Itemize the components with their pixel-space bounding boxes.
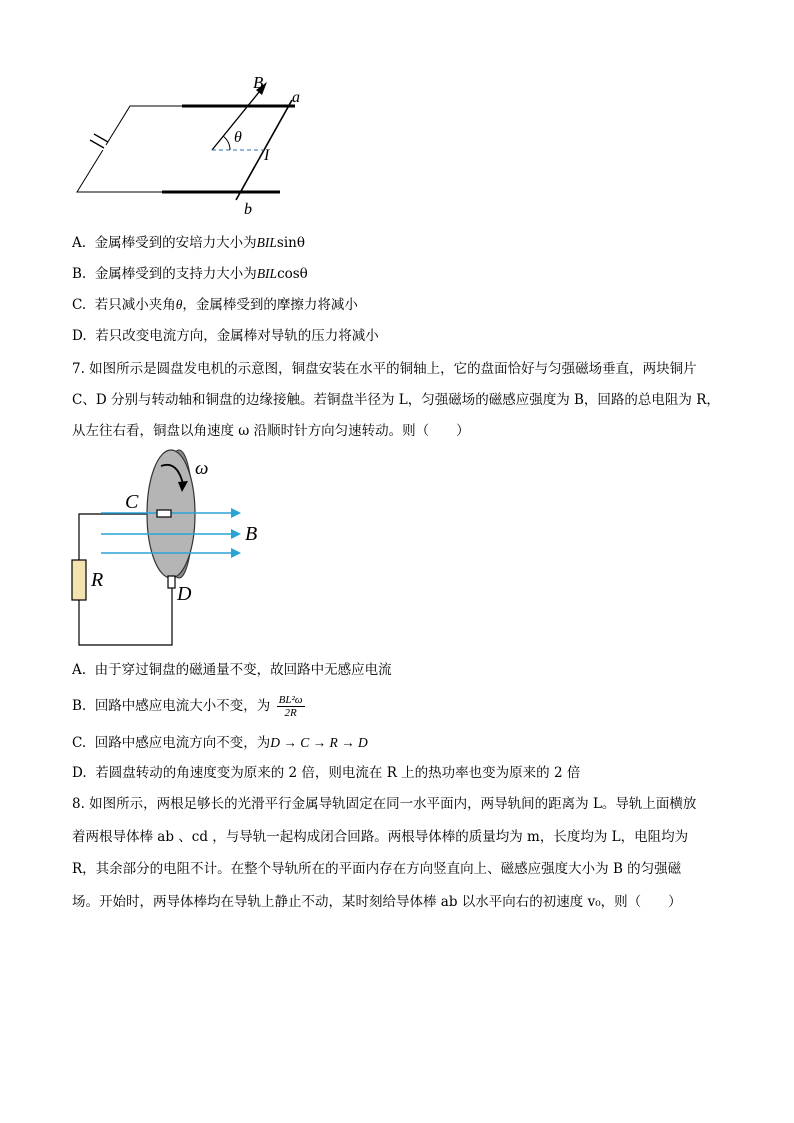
q6-option-a [72, 234, 305, 252]
option-prefix: A. [72, 235, 87, 251]
label-omega: ω [195, 458, 209, 479]
option-text: 金属棒受到的安培力大小为 [94, 235, 257, 251]
option-tail: cosθ [277, 266, 308, 282]
q7-option-c [72, 734, 368, 752]
current-fraction [277, 694, 305, 719]
option-prefix: A. [72, 662, 87, 678]
label-r: R [91, 569, 104, 591]
q6-option-b [72, 265, 308, 283]
option-tail: sinθ [276, 235, 305, 251]
label-b-field-2: B [245, 523, 258, 545]
label-theta: θ [234, 129, 242, 146]
option-text: 由于穿过铜盘的磁通量不变，故回路中无感应电流 [94, 662, 392, 678]
label-b-end: b [244, 201, 252, 218]
q8-stem-line3: R，其余部分的电阻不计。在整个导轨所在的平面内存在方向竖直向上、磁感应强度大小为 B 的匀强磁 [72, 861, 682, 877]
label-current: I [264, 147, 270, 164]
current-path: D → C → R → D [270, 735, 368, 750]
option-text: 若圆盘转动的角速度变为原来的 2 倍，则电流在 R 上的热功率也变为原来的 2 倍 [95, 765, 581, 781]
option-text: 回路中感应电流方向不变，为 [94, 735, 271, 751]
option-prefix: D. [72, 765, 87, 781]
figure-disc-generator [65, 448, 285, 653]
brush-c [157, 510, 171, 517]
option-prefix: D. [72, 328, 87, 344]
field-arrow-3 [231, 548, 241, 558]
q7-stem-line2: C、D 分别与转动轴和铜盘的边缘接触。若铜盘半径为 L，匀强磁场的磁感应强度为 B，回路的总电阻为 R， [72, 392, 720, 408]
figure-rails-circuit [60, 70, 380, 220]
brush-d [168, 576, 175, 588]
option-text: 金属棒受到的支持力大小为 [94, 266, 257, 282]
field-arrow-1 [231, 508, 241, 518]
fraction-numerator: BL²ω [278, 694, 303, 706]
theta-arc [223, 136, 230, 150]
circuit-wire [77, 106, 184, 192]
q7-stem-line3: 从左往右看，铜盘以角速度 ω 沿顺时针方向匀速转动。则（ ） [72, 423, 470, 439]
q8-stem-line2: 着两根导体棒 ab 、cd ，与导轨一起构成闭合回路。两根导体棒的质量均为 m，长度均为 L，电阻均为 [72, 829, 689, 845]
label-d: D [177, 583, 192, 605]
option-prefix: B. [72, 266, 87, 282]
option-math: BIL [256, 235, 277, 250]
option-text: 若只减小夹角 [94, 297, 176, 313]
q7-option-a [72, 661, 392, 679]
option-tail: ，金属棒受到的摩擦力将减小 [182, 297, 358, 313]
label-c: C [125, 491, 139, 513]
q8-stem-line4: 场。开始时，两导体棒均在导轨上静止不动，某时刻给导体棒 ab 以水平向右的初速度 v₀，则（ ） [72, 894, 682, 910]
q6-option-d [72, 327, 379, 345]
resistor [72, 560, 86, 600]
fraction-denominator: 2R [284, 707, 297, 719]
q7-option-d [72, 764, 580, 782]
q7-option-b [72, 694, 305, 719]
option-math: BIL [256, 266, 278, 281]
option-text: 回路中感应电流大小不变，为 [94, 698, 271, 714]
q8-stem-line1: 8. 如图所示，两根足够长的光滑平行金属导轨固定在同一水平面内，两导轨间的距离为 L。导轨上面横放 [72, 796, 697, 812]
option-prefix: C. [72, 297, 87, 313]
label-a: a [292, 89, 300, 106]
q6-option-c [72, 296, 358, 314]
option-prefix: C. [72, 735, 87, 751]
option-text: 若只改变电流方向，金属棒对导轨的压力将减小 [95, 328, 379, 344]
field-arrow-2 [231, 529, 241, 539]
option-math: θ [175, 297, 183, 312]
label-b-field: B [253, 73, 264, 92]
option-prefix: B. [72, 698, 87, 714]
q7-stem-line1: 7. 如图所示是圆盘发电机的示意图，铜盘安装在水平的铜轴上，它的盘面恰好与匀强磁场垂直，两块铜片 [72, 361, 697, 377]
